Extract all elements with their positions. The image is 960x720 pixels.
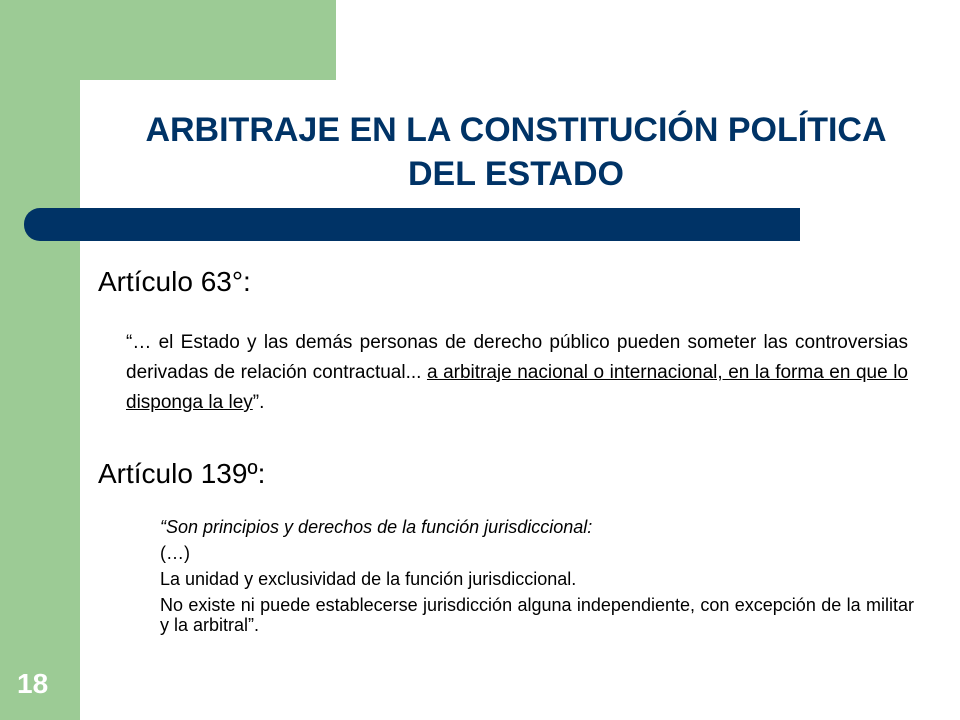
title-line-1: ARBITRAJE EN LA CONSTITUCIÓN POLÍTICA [145, 111, 887, 149]
top-accent-block [0, 0, 336, 80]
article-63-quote-underlined: a arbitraje nacional o internacional, en la forma en que lo disponga la ley [126, 362, 908, 413]
title-line-2: DEL ESTADO [408, 155, 624, 193]
title-divider-bar [24, 208, 800, 241]
article-139-line-3: La unidad y exclusividad de la función jurisdiccional. [160, 569, 577, 589]
article-139-line-1: “Son principios y derechos de la función jurisdiccional: [160, 517, 593, 537]
article-139-line-4: No existe ni puede establecerse jurisdicción alguna independiente, con excepción de la militar y la arbitral”. [160, 595, 914, 635]
article-139-line-2: (…) [160, 543, 190, 563]
article-63-heading: Artículo 63°: [98, 266, 251, 297]
left-accent-strip [0, 0, 80, 720]
article-63-quote-end: ”. [252, 392, 265, 413]
article-63-quote [126, 328, 908, 418]
slide-title [96, 108, 936, 196]
article-139-heading: Artículo 139º: [98, 458, 266, 489]
page-number: 18 [17, 668, 49, 699]
article-139-quote [160, 514, 914, 635]
article-63-quote-text: “… el Estado y las demás personas de derecho público pueden someter las controversias derivadas de relación contractual... [126, 332, 908, 383]
